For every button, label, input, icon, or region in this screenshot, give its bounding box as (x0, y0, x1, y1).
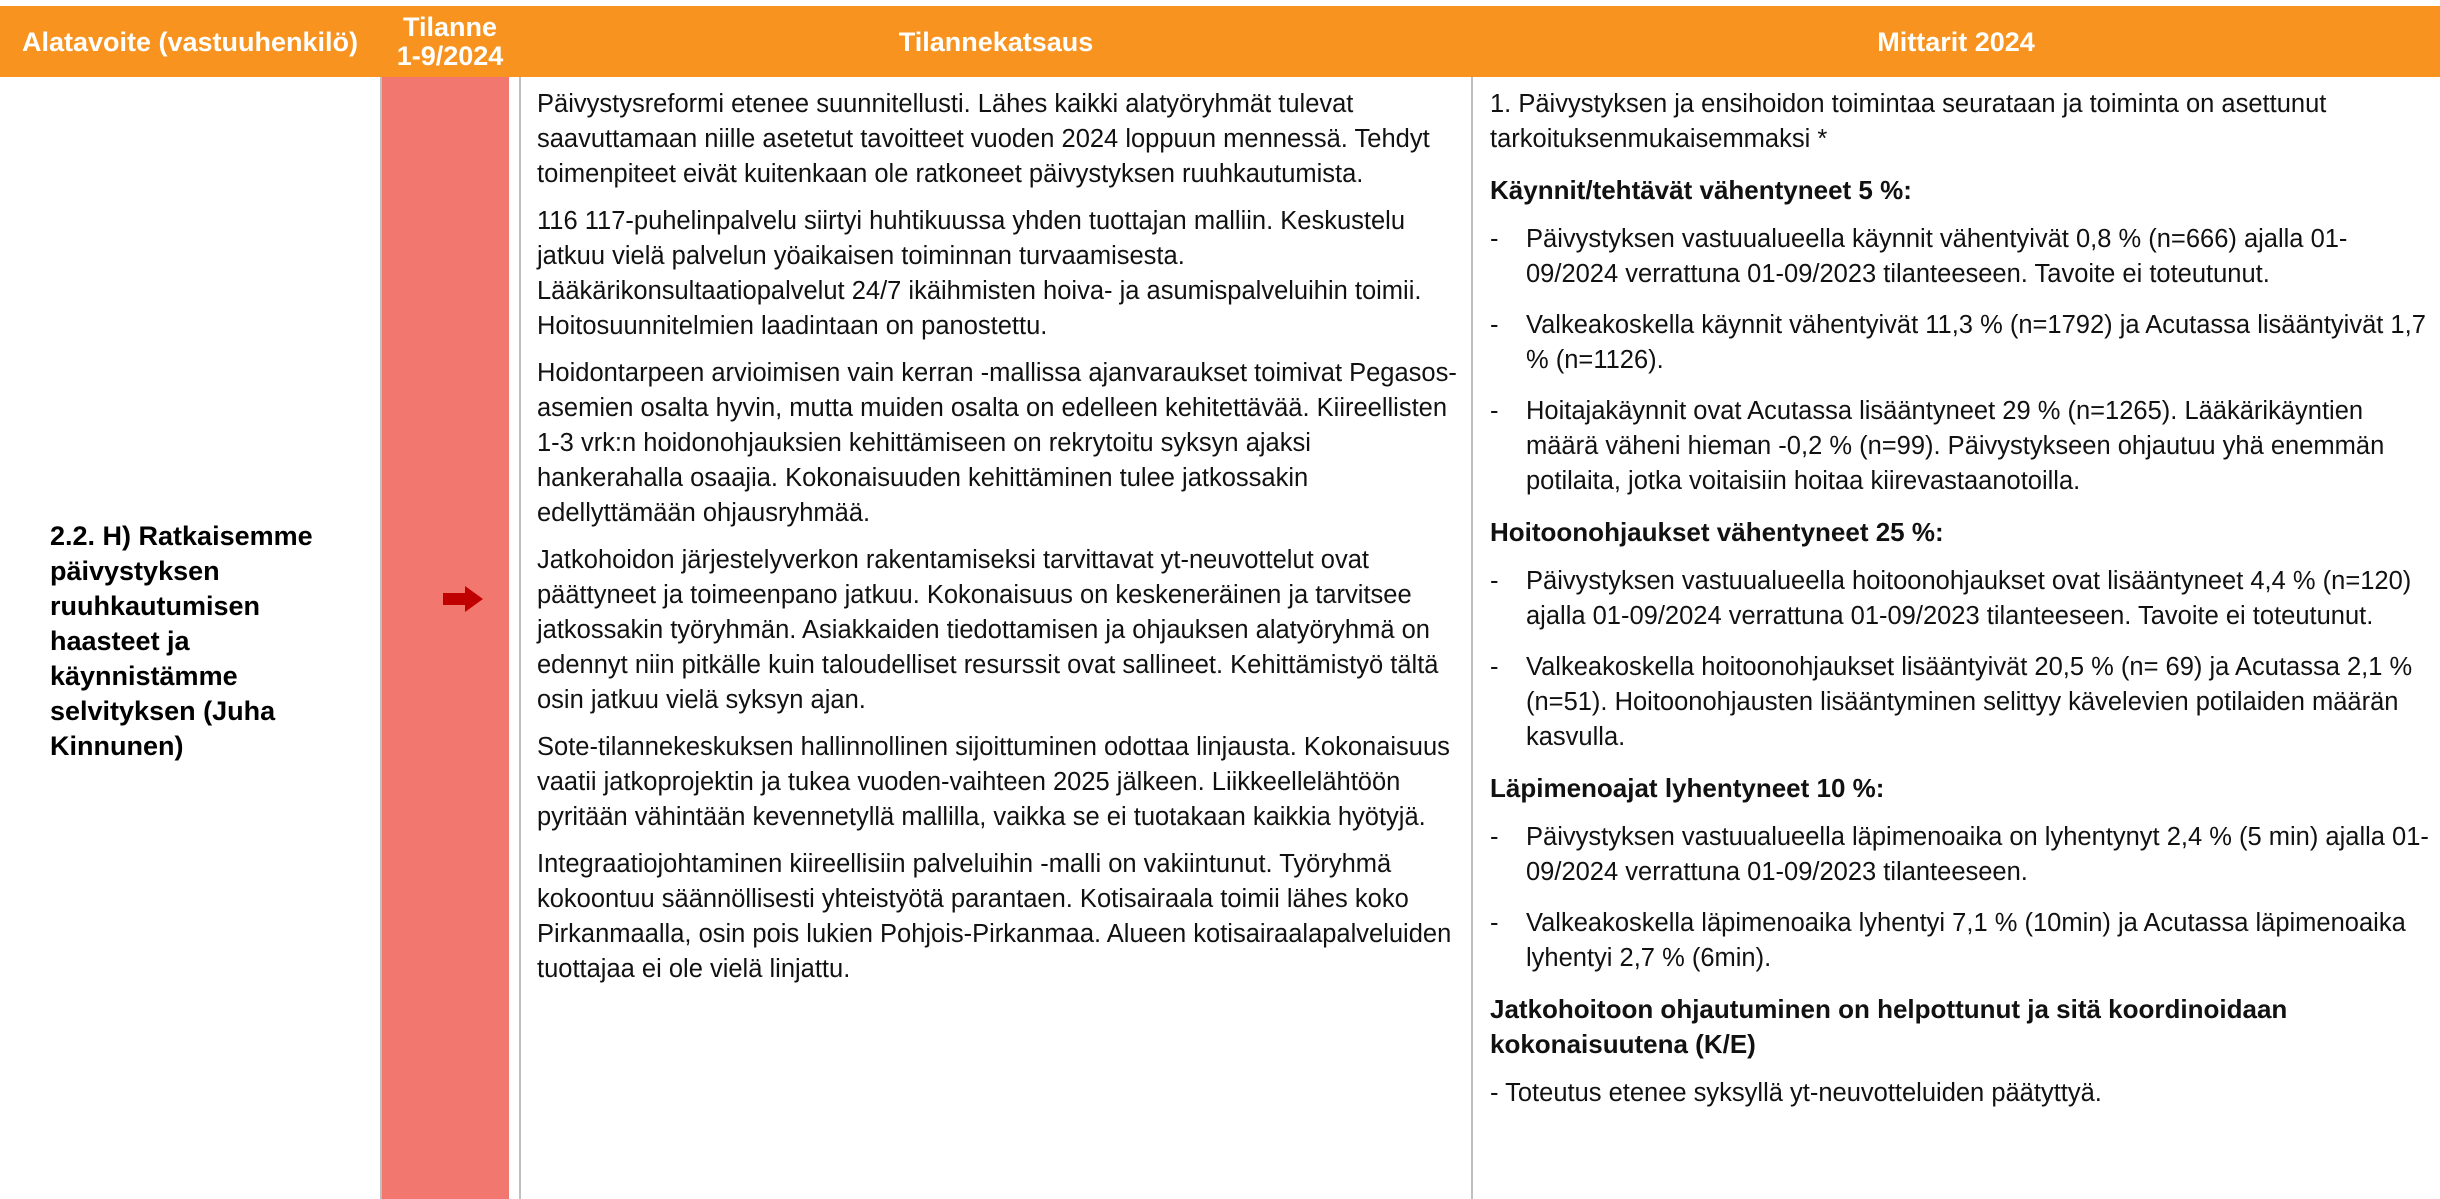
overview-paragraph: Päivystysreformi etenee suunnitellusti. Lähes kaikki alatyöryhmät tulevat saavuttamaan niille asetetut tavoitteet vuoden 2024 loppuun mennessä. Tehdyt toimenpiteet eivät kuitenkaan ole ratkoneet päivystyksen ruuhkautumista. (537, 90, 1430, 188)
column-divider (519, 77, 521, 1199)
metrics-intro: 1. Päivystyksen ja ensihoidon toimintaa seurataan ja toiminta on asettunut tarkoituksenmukaisemmaksi * (1490, 90, 2327, 153)
column-divider (1471, 77, 1473, 1199)
header-metrics: Mittarit 2024 (1877, 26, 2035, 57)
metrics-section-heading: Jatkohoitoon ohjautuminen on helpottunut ja sitä koordinoidaan kokonaisuutena (K/E) (1490, 994, 2288, 1059)
header-status-line1: Tilanne (402, 11, 498, 42)
overview-paragraph: Jatkohoidon järjestelyverkon rakentamiseksi tarvittavat yt-neuvottelut ovat päättyneet ja toimeenpano jatkuu. Kokonaisuus on keskeneräinen ja tarvitsee jatkossakin työryhmän. Asiakkaiden tiedottamisen ja ohjauksen alatyöryhmä on edennyt niin pitkälle kuin taloudelliset resurssit ovat sallineet. Kehittämistyö tältä osin jatkuu vielä syksyn ajan. (537, 546, 1439, 714)
dash-bullet: - (1490, 225, 1499, 253)
right-arrow-icon (443, 586, 483, 612)
dash-bullet: - (1490, 909, 1499, 937)
header-goal: Alatavoite (vastuuhenkilö) (21, 26, 359, 57)
metrics-list-item: - Päivystyksen vastuualueella hoitoonohjaukset ovat lisääntyneet 4,4 % (n=120) ajalla 01-09/2024 verrattuna 01-09/2023 tilanteeseen. Tavoite ei toteutunut. (1490, 564, 2430, 634)
metrics-list-item: - Valkeakoskella läpimenoaika lyhentyi 7,1 % (10min) ja Acutassa läpimenoaika lyhentyi 2,7 % (6min). (1490, 906, 2430, 976)
metrics-list-item: - Valkeakoskella käynnit vähentyivät 11,3 % (n=1792) ja Acutassa lisääntyivät 1,7 % (n=1126). (1490, 308, 2430, 378)
metrics-list-item: - Päivystyksen vastuualueella käynnit vähentyivät 0,8 % (n=666) ajalla 01-09/2024 verrattuna 01-09/2023 tilanteeseen. Tavoite ei toteutunut. (1490, 222, 2430, 292)
overview-paragraph: Hoidontarpeen arvioimisen vain kerran -mallissa ajanvaraukset toimivat Pegasos-asemien osalta hyvin, mutta muiden osalta on edelleen kehitettävää. Kiireellisten 1-3 vrk:n hoidonohjauksien kehittämiseen on rekrytoitu syksyn ajaksi hankerahalla osaajia. Kokonaisuuden kehittäminen tulee jatkossakin edellyttämään ohjausryhmää. (537, 359, 1457, 527)
dash-bullet: - (1490, 653, 1499, 681)
dash-bullet: - (1490, 567, 1499, 595)
metrics-cell (1490, 87, 2430, 1111)
header-overview: Tilannekatsaus (898, 26, 1094, 57)
header-status (380, 6, 520, 77)
metrics-last-line: - Toteutus etenee syksyllä yt-neuvotteluiden päätyttyä. (1490, 1079, 2102, 1107)
metrics-list-item: - Valkeakoskella hoitoonohjaukset lisääntyivät 20,5 % (n= 69) ja Acutassa 2,1 % (n=51). Hoitoonohjausten lisääntyminen selittyy kävelevien potilaiden määrän kasvulla. (1490, 650, 2430, 755)
goal-cell: 2.2. H) Ratkaisemme päivystyksen ruuhkautumisen haasteet ja käynnistämme selvityksen (Juha Kinnunen) (50, 521, 313, 761)
header-status-line2: 1-9/2024 (396, 40, 504, 71)
overview-paragraph: Sote-tilannekeskuksen hallinnollinen sijoittuminen odottaa linjausta. Kokonaisuus vaatii jatkoprojektin ja tukea vuoden-vaihteen 2025 jälkeen. Liikkeellelähtöön pyritään vähintään kevennetyllä mallilla, vaikka se ei tuotakaan kaikkia hyötyjä. (537, 733, 1450, 831)
overview-cell (537, 87, 1462, 999)
dash-bullet: - (1490, 397, 1499, 425)
metrics-section-heading: Hoitoonohjaukset vähentyneet 25 %: (1490, 517, 1944, 547)
dash-bullet: - (1490, 311, 1499, 339)
metrics-list-item: - Hoitajakäynnit ovat Acutassa lisääntyneet 29 % (n=1265). Lääkärikäyntien määrä väheni hieman -0,2 % (n=99). Päivystykseen ohjautuu yhä enemmän potilaita, jotka voitaisiin hoitaa kiirevastaanotoilla. (1490, 394, 2430, 499)
overview-paragraph: Integraatiojohtaminen kiireellisiin palveluihin -malli on vakiintunut. Työryhmä kokoontuu säännöllisesti yhteistyötä parantaen. Kotisairaala toimii lähes koko Pirkanmaalla, osin pois lukien Pohjois-Pirkanmaa. Alueen kotisairaalapalveluiden tuottajaa ei ole vielä linjattu. (537, 850, 1452, 983)
metrics-section-heading: Käynnit/tehtävät vähentyneet 5 %: (1490, 175, 1912, 205)
overview-paragraph: 116 117-puhelinpalvelu siirtyi huhtikuussa yhden tuottajan malliin. Keskustelu jatkuu vielä palvelun yöaikaisen toiminnan turvaamisesta. Lääkärikonsultaatiopalvelut 24/7 ikäihmisten hoiva- ja asumispalveluihin toimii. Hoitosuunnitelmien laadintaan on panostettu. (537, 207, 1422, 340)
table-header (0, 6, 2440, 77)
dash-bullet: - (1490, 823, 1499, 851)
metrics-section-heading: Läpimenoajat lyhentyneet 10 %: (1490, 773, 1885, 803)
status-cell (382, 77, 509, 1199)
metrics-list-item: - Päivystyksen vastuualueella läpimenoaika on lyhentynyt 2,4 % (5 min) ajalla 01-09/2024 verrattuna 01-09/2023 tilanteeseen. (1490, 820, 2430, 890)
